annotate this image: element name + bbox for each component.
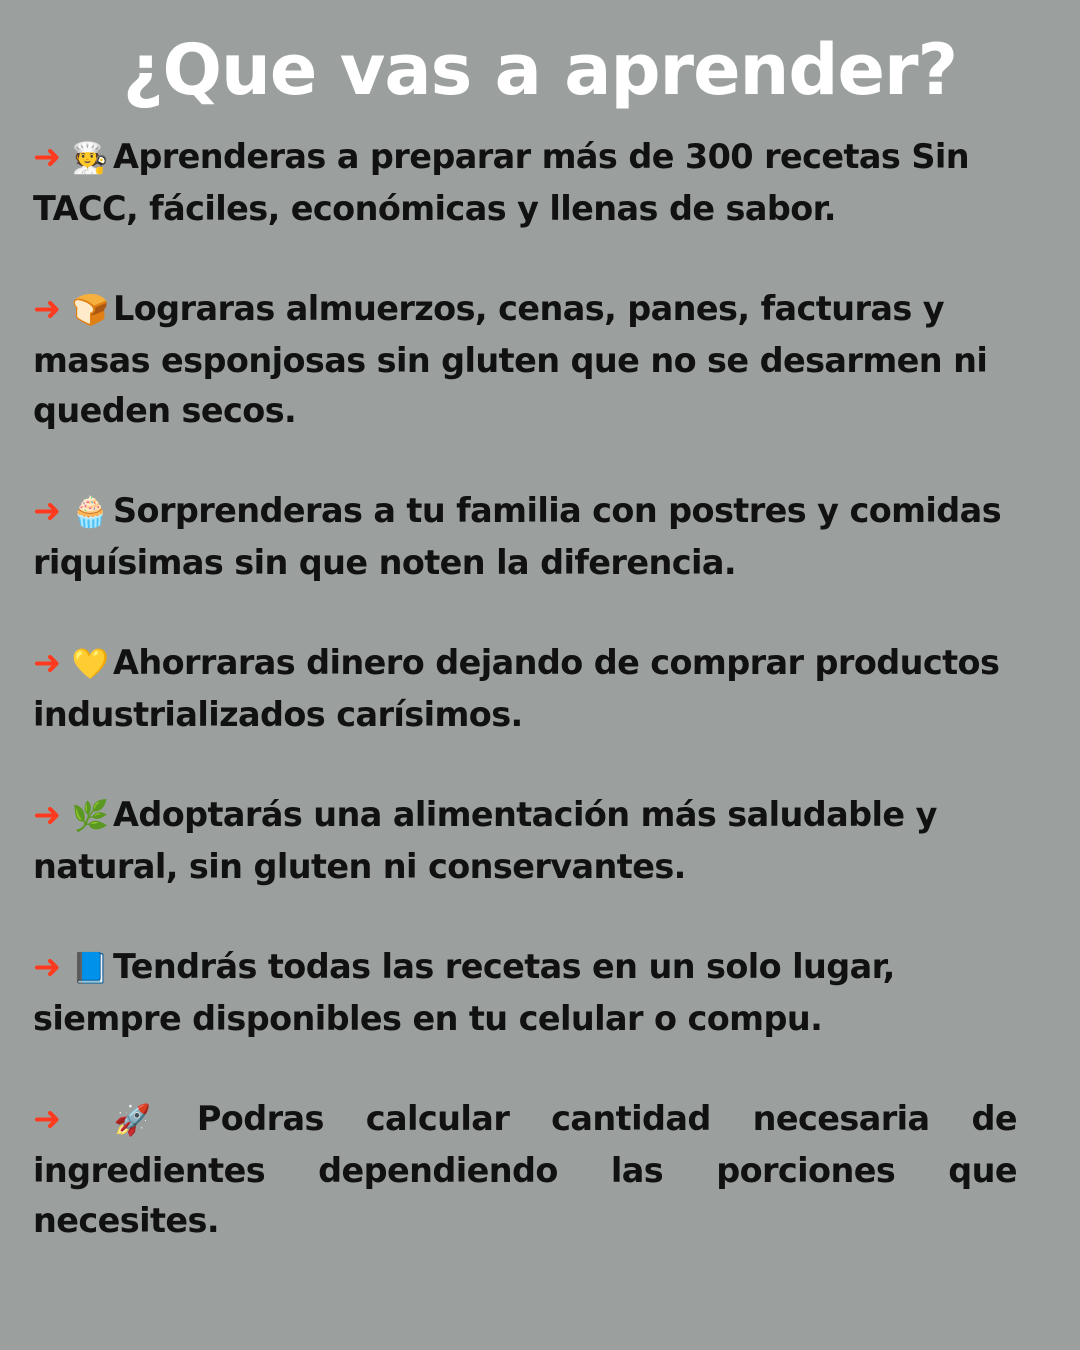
list-item-text: Tendrás todas las recetas en un solo lugar, siempre disponibles en tu celular o compu. <box>33 947 895 1038</box>
list-item-text: Lograras almuerzos, cenas, panes, facturas y masas esponjosas sin gluten que no se desarmen ni queden secos. <box>33 289 988 430</box>
list-item-text: Podras calcular cantidad necesaria de ingredientes dependiendo las porciones que necesites. <box>33 1099 1017 1240</box>
list-item <box>33 942 1017 1044</box>
herb-icon: 🌿 <box>71 799 109 834</box>
list-item <box>33 132 1017 234</box>
arrow-icon: ➜ <box>33 137 61 176</box>
arrow-icon: ➜ <box>33 795 61 834</box>
bread-icon: 🍞 <box>71 293 109 328</box>
page-title: ¿Que vas a aprender? <box>122 29 958 111</box>
list-item-text: Ahorraras dinero dejando de comprar productos industrializados carísimos. <box>33 643 1000 734</box>
list-item-text: Aprenderas a preparar más de 300 recetas Sin TACC, fáciles, económicas y llenas de sabor. <box>33 137 969 228</box>
arrow-icon: ➜ <box>33 289 61 328</box>
rocket-icon: 🚀 <box>113 1103 151 1138</box>
yellow-heart-icon: 💛 <box>71 647 109 682</box>
arrow-icon: ➜ <box>33 1099 61 1138</box>
list-item <box>33 284 1017 436</box>
cupcake-icon: 🧁 <box>71 495 109 530</box>
blue-book-icon: 📘 <box>71 951 109 986</box>
list-item <box>33 1094 1017 1246</box>
benefits-list <box>33 132 1017 1296</box>
list-item <box>33 638 1017 740</box>
list-item <box>33 486 1017 588</box>
list-item <box>33 790 1017 892</box>
arrow-icon: ➜ <box>33 643 61 682</box>
list-item-text: Sorprenderas a tu familia con postres y comidas riquísimas sin que noten la diferencia. <box>33 491 1002 582</box>
list-item-text: Adoptarás una alimentación más saludable y natural, sin gluten ni conservantes. <box>33 795 937 886</box>
chef-icon: 🧑‍🍳 <box>71 141 109 176</box>
arrow-icon: ➜ <box>33 947 61 986</box>
arrow-icon: ➜ <box>33 491 61 530</box>
